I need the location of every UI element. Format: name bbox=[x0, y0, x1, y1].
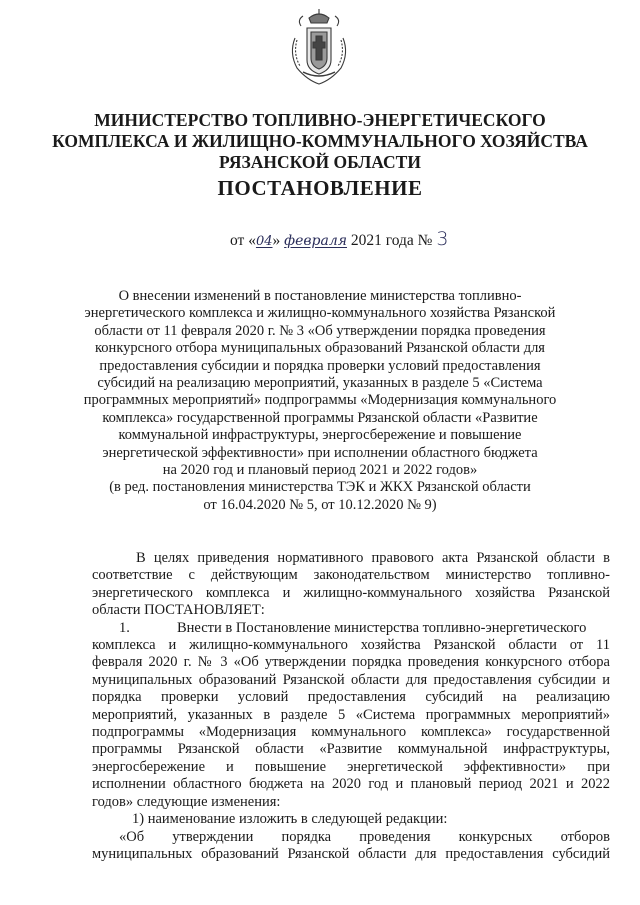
document-number: 3 bbox=[436, 228, 449, 250]
title-line: субсидий на реализацию мероприятий, указанных в разделе 5 «Система bbox=[97, 375, 543, 392]
body-line: комплекса и жилищно-коммунального хозяйства Рязанской области от 11 bbox=[92, 637, 610, 654]
date-prefix: от « bbox=[230, 232, 256, 249]
title-line: предоставления субсидии и порядка проверки условий предоставления bbox=[99, 357, 541, 374]
body-line: порядка проверки условий предоставления субсидий на реализацию bbox=[92, 689, 610, 706]
title-line: энергетического комплекса и жилищно-коммунального хозяйства Рязанской bbox=[84, 305, 556, 322]
title-line: конкурсного отбора муниципальных образований Рязанской области для bbox=[95, 340, 545, 357]
title-line: (в ред. постановления министерства ТЭК и ЖКХ Рязанской области bbox=[109, 479, 531, 496]
document-title bbox=[60, 288, 580, 514]
body-line: соответствие с действующим законодательством министерство топливно- bbox=[92, 567, 610, 584]
title-line: от 16.04.2020 № 5, от 10.12.2020 № 9) bbox=[203, 496, 437, 513]
body-line: энергосбережение и повышение энергетической эффективности» при bbox=[92, 758, 610, 775]
document-body bbox=[92, 550, 610, 863]
title-line: О внесении изменений в постановление министерства топливно- bbox=[118, 288, 522, 304]
title-line: коммунальной инфраструктуры, энергосбережение и повышение bbox=[118, 427, 522, 444]
ministry-line: КОМПЛЕКСА И ЖИЛИЩНО-КОММУНАЛЬНОГО ХОЗЯЙСТВА bbox=[52, 131, 588, 151]
subitem-line: 1) наименование изложить в следующей редакции: bbox=[132, 811, 448, 828]
ministry-line: РЯЗАНСКОЙ ОБЛАСТИ bbox=[219, 152, 421, 172]
document-type: ПОСТАНОВЛЕНИЕ bbox=[217, 176, 423, 200]
body-line: исполнении областного бюджета на 2020 год и плановый период 2021 и 2022 bbox=[92, 776, 610, 793]
title-line: на 2020 год и плановый период 2021 и 2022 годов» bbox=[162, 462, 478, 479]
body-line: муниципальных образований Рязанской области для предоставления субсидии и bbox=[92, 671, 610, 688]
date-line bbox=[230, 228, 448, 250]
body-line: подпрограммы «Модернизация коммунального комплекса» государственной bbox=[92, 724, 610, 741]
body-line: энергетического комплекса и жилищно-коммунального хозяйства Рязанской bbox=[92, 584, 610, 601]
title-line: программных мероприятий» подпрограммы «Модернизация коммунального bbox=[83, 392, 557, 409]
title-line: области от 11 февраля 2020 г. № 3 «Об утверждении порядка проведения bbox=[94, 322, 546, 339]
date-day: 04 bbox=[255, 234, 273, 249]
body-line: мероприятий, указанных в разделе 5 «Система программных мероприятий» bbox=[92, 706, 610, 723]
coat-of-arms-icon bbox=[287, 8, 351, 88]
quote-line: «Об утверждении порядка проведения конкурсных отборов bbox=[119, 828, 610, 845]
body-line: годов» следующие изменения: bbox=[92, 793, 281, 810]
ministry-line: МИНИСТЕРСТВО ТОПЛИВНО-ЭНЕРГЕТИЧЕСКОГО bbox=[94, 110, 546, 130]
quote-line: муниципальных образований Рязанской области для предоставления субсидий bbox=[92, 845, 610, 862]
body-line: В целях приведения нормативного правового акта Рязанской области в bbox=[136, 550, 610, 566]
body-line: программы Рязанской области «Развитие коммунальной инфраструктуры, bbox=[92, 741, 610, 758]
item-first-text: Внести в Постановление министерства топливно-энергетического bbox=[177, 619, 587, 636]
body-line: области ПОСТАНОВЛЯЕТ: bbox=[92, 602, 265, 619]
date-year: 2021 года № bbox=[347, 232, 437, 249]
date-month: февраля bbox=[284, 233, 348, 249]
item-first-line bbox=[92, 620, 610, 637]
date-mid: » bbox=[272, 232, 285, 249]
body-line: февраля 2020 г. № 3 «Об утверждении порядка проведения конкурсного отбора bbox=[92, 654, 610, 671]
title-line: энергетической эффективности» при исполнении областного бюджета bbox=[102, 444, 538, 461]
ministry-name bbox=[0, 110, 640, 173]
item-number: 1. bbox=[119, 619, 130, 636]
title-line: комплекса» государственной программы Рязанской области «Развитие bbox=[102, 409, 538, 426]
